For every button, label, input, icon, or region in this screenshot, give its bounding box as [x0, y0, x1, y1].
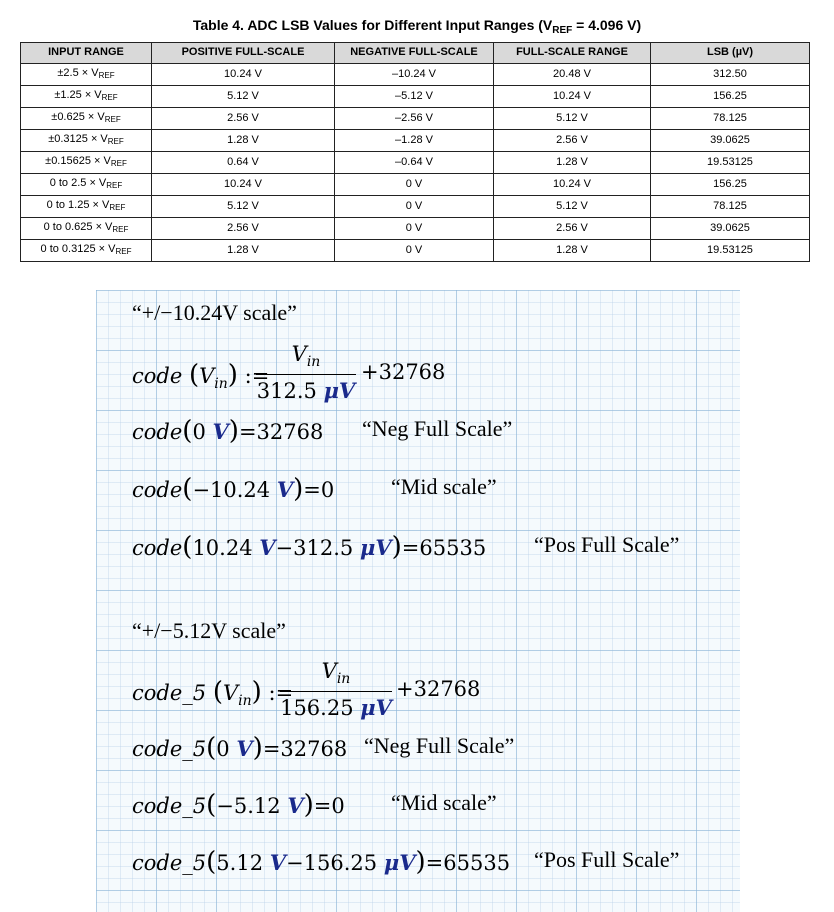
block1-eval-pos-unit: V	[259, 535, 276, 560]
block1-numerator: V	[291, 342, 307, 366]
block1-eval-pos-comment: “Pos Full Scale”	[534, 532, 680, 557]
cell-negative-full-scale: 0 V	[335, 195, 494, 217]
block1-eval-pos-unit2: μV	[359, 535, 392, 560]
cell-full-scale-range: 20.48 V	[494, 63, 651, 85]
cell-full-scale-range: 5.12 V	[494, 107, 651, 129]
block2-eval-mid: code_5(−5.12 V)=0	[132, 790, 345, 820]
header-negative-full-scale: NEGATIVE FULL-SCALE	[335, 43, 494, 64]
block2-heading: “+/−5.12V scale”	[132, 618, 286, 643]
block1-eval-pos: code(10.24 V−312.5 μV)=65535	[132, 532, 487, 562]
block2-eval-mid-unit: V	[287, 793, 304, 818]
block1-eval-mid: code(−10.24 V)=0	[132, 474, 335, 504]
cell-lsb: 19.53125	[651, 239, 810, 261]
block2-eval-pos-arg2: 156.25	[303, 851, 378, 875]
block2-eval-pos-result: =65535	[425, 851, 511, 875]
table-header-row	[21, 43, 810, 64]
input-range-sub: REF	[115, 246, 132, 256]
block1-eval-mid-unit: V	[276, 477, 294, 502]
block2-definition-lhs: code_5 $(V_{in})$ :=	[132, 677, 294, 710]
block2-eval-neg-arg: 0	[216, 737, 230, 761]
cell-full-scale-range: 2.56 V	[494, 129, 651, 151]
cell-input-range	[21, 63, 152, 85]
cell-positive-full-scale: 10.24 V	[152, 173, 335, 195]
block1-eval-neg-arg: 0	[192, 420, 206, 444]
cell-positive-full-scale: 1.28 V	[152, 239, 335, 261]
block2-arg: V	[222, 681, 239, 705]
block1-eval-pos-arg: 10.24	[192, 536, 253, 560]
block1-arg-sub: in	[214, 376, 228, 393]
block1-eval-neg-unit: V	[212, 419, 229, 444]
block1-eval-neg-fn: code	[132, 420, 183, 444]
block2-eval-pos-unit: V	[269, 850, 287, 875]
block2-eval-pos-comment: “Pos Full Scale”	[534, 847, 680, 872]
input-range-sub: REF	[101, 92, 118, 102]
cell-input-range	[21, 195, 152, 217]
block1-eval-pos-arg2: 312.5	[293, 536, 354, 560]
block1-eval-mid-fn: code	[132, 478, 183, 502]
table-row	[21, 107, 810, 129]
header-positive-full-scale: POSITIVE FULL-SCALE	[152, 43, 335, 64]
math-worksheet	[96, 290, 740, 912]
block2-eval-pos-unit2: μV	[383, 850, 416, 875]
cell-lsb: 78.125	[651, 107, 810, 129]
block1-definition-lhs: code $(V_{in})$ :=	[132, 360, 270, 393]
input-range-sub: REF	[106, 180, 123, 190]
input-range-sub: REF	[109, 202, 126, 212]
input-range-text: 0 to 0.625 × V	[43, 220, 113, 233]
input-range-sub: REF	[98, 70, 115, 80]
block2-eval-neg-result: =32768	[262, 737, 348, 761]
cell-input-range	[21, 107, 152, 129]
adc-lsb-table	[20, 42, 810, 262]
cell-full-scale-range: 1.28 V	[494, 239, 651, 261]
cell-lsb: 156.25	[651, 85, 810, 107]
block2-numerator: V	[321, 659, 337, 683]
input-range-sub: REF	[107, 136, 124, 146]
cell-lsb: 19.53125	[651, 151, 810, 173]
input-range-text: 0 to 2.5 × V	[49, 176, 107, 189]
block1-eval-neg-result: =32768	[238, 420, 324, 444]
cell-lsb: 78.125	[651, 195, 810, 217]
header-input-range: INPUT RANGE	[21, 43, 152, 64]
block1-arg: V	[199, 364, 215, 388]
input-range-text: 0 to 1.25 × V	[46, 198, 110, 211]
cell-lsb: 312.50	[651, 63, 810, 85]
block1-eval-neg: code(0 V)=32768	[132, 416, 324, 446]
block2-denominator-unit: μV	[360, 695, 392, 720]
table-title	[0, 17, 834, 36]
block2-assign: :=	[268, 681, 294, 705]
block2-denominator-num: 156.25	[280, 696, 354, 720]
block2-eval-pos-fn: code_5	[132, 851, 207, 875]
table-row	[21, 173, 810, 195]
table-title-main: Table 4. ADC LSB Values for Different Input Ranges (V	[192, 17, 553, 33]
cell-input-range	[21, 85, 152, 107]
input-range-sub: REF	[112, 224, 129, 234]
cell-input-range	[21, 239, 152, 261]
block1-eval-pos-fn: code	[132, 536, 183, 560]
header-full-scale-range: FULL-SCALE RANGE	[494, 43, 651, 64]
cell-full-scale-range: 5.12 V	[494, 195, 651, 217]
block2-offset: +32768	[396, 677, 481, 701]
cell-negative-full-scale: 0 V	[335, 217, 494, 239]
block2-eval-mid-fn: code_5	[132, 794, 207, 818]
cell-full-scale-range: 10.24 V	[494, 85, 651, 107]
block1-denominator-num: 312.5	[256, 379, 317, 403]
table-row	[21, 85, 810, 107]
cell-negative-full-scale: –1.28 V	[335, 129, 494, 151]
input-range-text: ±0.15625 × V	[45, 154, 111, 167]
header-lsb: LSB (µV)	[651, 43, 810, 64]
cell-negative-full-scale: 0 V	[335, 173, 494, 195]
table-row	[21, 129, 810, 151]
block1-fraction	[256, 342, 356, 404]
cell-negative-full-scale: –10.24 V	[335, 63, 494, 85]
cell-negative-full-scale: 0 V	[335, 239, 494, 261]
block2-eval-mid-result: =0	[313, 794, 345, 818]
cell-positive-full-scale: 2.56 V	[152, 107, 335, 129]
block2-eval-neg-fn: code_5	[132, 737, 207, 761]
block1-eval-mid-result: =0	[303, 478, 335, 502]
cell-positive-full-scale: 2.56 V	[152, 217, 335, 239]
input-range-sub: REF	[104, 114, 121, 124]
table-row	[21, 195, 810, 217]
block2-eval-neg-comment: “Neg Full Scale”	[364, 733, 515, 758]
block1-assign: :=	[244, 364, 270, 388]
cell-negative-full-scale: –0.64 V	[335, 151, 494, 173]
table-row	[21, 63, 810, 85]
cell-positive-full-scale: 1.28 V	[152, 129, 335, 151]
cell-input-range	[21, 129, 152, 151]
cell-lsb: 156.25	[651, 173, 810, 195]
block2-fn-name: code_5	[132, 681, 207, 705]
cell-full-scale-range: 2.56 V	[494, 217, 651, 239]
block1-denominator-unit: μV	[323, 378, 356, 403]
cell-positive-full-scale: 10.24 V	[152, 63, 335, 85]
cell-full-scale-range: 1.28 V	[494, 151, 651, 173]
input-range-sub: REF	[110, 158, 127, 168]
block2-eval-pos-minus: −	[286, 851, 304, 875]
cell-input-range	[21, 217, 152, 239]
table-row	[21, 151, 810, 173]
block2-arg-sub: in	[238, 693, 252, 710]
block1-eval-mid-arg: −10.24	[192, 478, 271, 502]
cell-input-range	[21, 173, 152, 195]
block1-heading: “+/−10.24V scale”	[132, 300, 297, 325]
block1-fn-name: code	[132, 364, 183, 388]
cell-negative-full-scale: –2.56 V	[335, 107, 494, 129]
block2-eval-mid-comment: “Mid scale”	[391, 790, 497, 815]
block1-eval-mid-comment: “Mid scale”	[391, 474, 497, 499]
table-title-sub: REF	[552, 25, 573, 36]
cell-positive-full-scale: 0.64 V	[152, 151, 335, 173]
block2-fraction	[280, 659, 392, 721]
block1-eval-neg-comment: “Neg Full Scale”	[362, 416, 513, 441]
block1-numerator-sub: in	[306, 354, 321, 371]
cell-input-range	[21, 151, 152, 173]
cell-negative-full-scale: –5.12 V	[335, 85, 494, 107]
input-range-text: ±1.25 × V	[54, 88, 102, 101]
block2-eval-mid-arg: −5.12	[216, 794, 281, 818]
cell-lsb: 39.0625	[651, 217, 810, 239]
block2-numerator-sub: in	[336, 671, 351, 688]
cell-full-scale-range: 10.24 V	[494, 173, 651, 195]
table-row	[21, 217, 810, 239]
table-title-tail: = 4.096 V)	[572, 17, 642, 33]
block2-eval-pos-arg: 5.12	[216, 851, 264, 875]
block1-offset: +32768	[361, 360, 446, 384]
block2-eval-pos: code_5(5.12 V−156.25 μV)=65535	[132, 847, 511, 877]
input-range-text: ±0.625 × V	[51, 110, 105, 123]
block2-eval-neg-unit: V	[236, 736, 253, 761]
input-range-text: ±0.3125 × V	[48, 132, 108, 145]
cell-positive-full-scale: 5.12 V	[152, 195, 335, 217]
block1-eval-pos-result: =65535	[401, 536, 487, 560]
table-row	[21, 239, 810, 261]
block2-eval-neg: code_5(0 V)=32768	[132, 733, 348, 763]
block1-eval-pos-minus: −	[275, 536, 294, 560]
cell-lsb: 39.0625	[651, 129, 810, 151]
input-range-text: 0 to 0.3125 × V	[40, 242, 116, 255]
cell-positive-full-scale: 5.12 V	[152, 85, 335, 107]
input-range-text: ±2.5 × V	[57, 66, 99, 79]
